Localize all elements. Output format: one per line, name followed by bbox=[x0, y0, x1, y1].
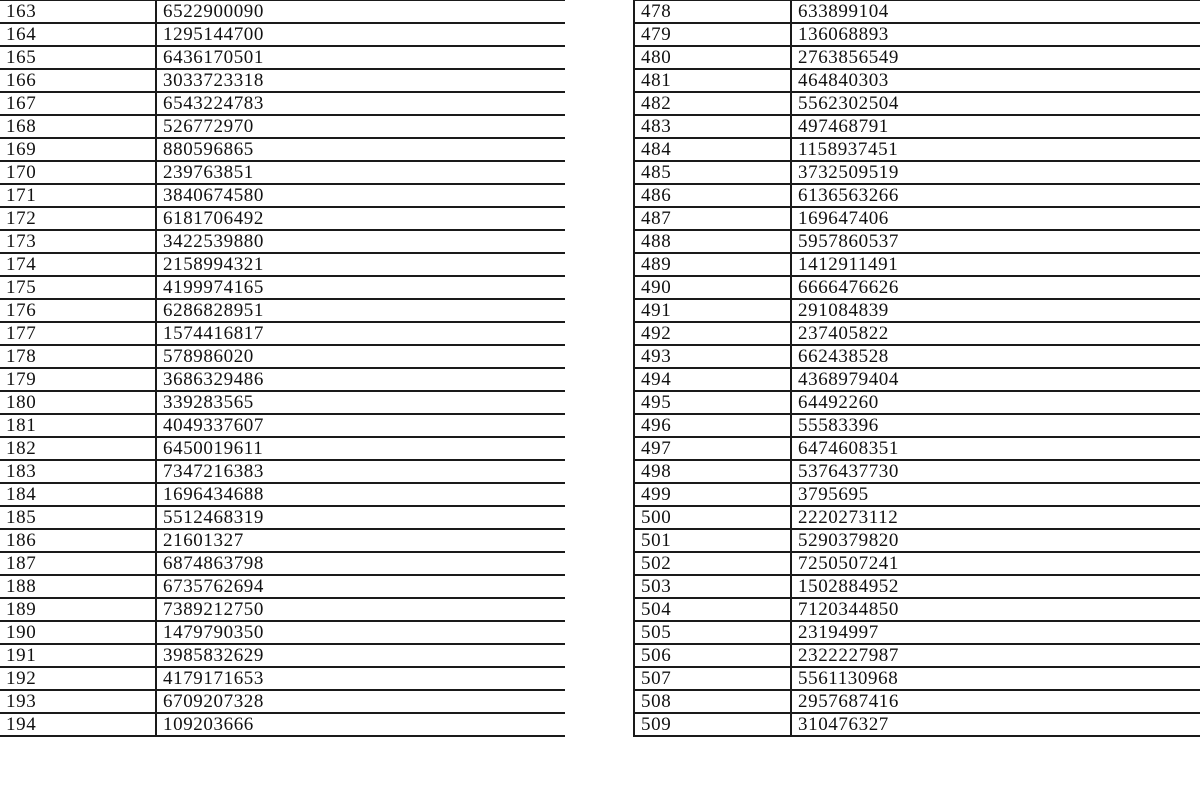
row-index-cell: 166 bbox=[0, 69, 156, 92]
table-row bbox=[0, 138, 566, 161]
row-index-cell: 483 bbox=[634, 115, 791, 138]
row-index-cell: 496 bbox=[634, 414, 791, 437]
table-row bbox=[634, 460, 1200, 483]
row-index-cell: 172 bbox=[0, 207, 156, 230]
table-row bbox=[634, 391, 1200, 414]
table-row bbox=[634, 552, 1200, 575]
table-row bbox=[0, 46, 566, 69]
table-row bbox=[0, 414, 566, 437]
row-index-cell: 175 bbox=[0, 276, 156, 299]
row-index-cell: 185 bbox=[0, 506, 156, 529]
row-index-cell: 184 bbox=[0, 483, 156, 506]
table-row bbox=[634, 414, 1200, 437]
row-index-cell: 191 bbox=[0, 644, 156, 667]
row-value-cell: 526772970 bbox=[156, 115, 566, 138]
row-value-cell: 3686329486 bbox=[156, 368, 566, 391]
row-index-cell: 495 bbox=[634, 391, 791, 414]
row-index-cell: 167 bbox=[0, 92, 156, 115]
table-row bbox=[634, 598, 1200, 621]
table-row bbox=[634, 207, 1200, 230]
row-value-cell: 4179171653 bbox=[156, 667, 566, 690]
table-row bbox=[0, 207, 566, 230]
table-row bbox=[634, 115, 1200, 138]
row-value-cell: 5290379820 bbox=[791, 529, 1200, 552]
row-value-cell: 310476327 bbox=[791, 713, 1200, 736]
table-row bbox=[0, 483, 566, 506]
row-value-cell: 5561130968 bbox=[791, 667, 1200, 690]
table-row bbox=[0, 713, 566, 736]
row-index-cell: 190 bbox=[0, 621, 156, 644]
row-value-cell: 1696434688 bbox=[156, 483, 566, 506]
table-row bbox=[0, 437, 566, 460]
table-row bbox=[634, 368, 1200, 391]
table-row bbox=[634, 299, 1200, 322]
table-row bbox=[0, 391, 566, 414]
row-index-cell: 497 bbox=[634, 437, 791, 460]
row-value-cell: 7389212750 bbox=[156, 598, 566, 621]
row-value-cell: 6874863798 bbox=[156, 552, 566, 575]
table-row bbox=[0, 529, 566, 552]
row-index-cell: 488 bbox=[634, 230, 791, 253]
table-row bbox=[0, 506, 566, 529]
row-value-cell: 880596865 bbox=[156, 138, 566, 161]
row-value-cell: 2322227987 bbox=[791, 644, 1200, 667]
row-index-cell: 489 bbox=[634, 253, 791, 276]
row-value-cell: 464840303 bbox=[791, 69, 1200, 92]
row-index-cell: 165 bbox=[0, 46, 156, 69]
table-row bbox=[0, 621, 566, 644]
row-value-cell: 5957860537 bbox=[791, 230, 1200, 253]
row-index-cell: 486 bbox=[634, 184, 791, 207]
table-row bbox=[0, 322, 566, 345]
table-row bbox=[0, 575, 566, 598]
row-index-cell: 478 bbox=[634, 0, 791, 23]
row-index-cell: 502 bbox=[634, 552, 791, 575]
table-row bbox=[0, 368, 566, 391]
table-body-right bbox=[634, 0, 1200, 736]
row-value-cell: 7120344850 bbox=[791, 598, 1200, 621]
table-row bbox=[634, 483, 1200, 506]
row-value-cell: 3732509519 bbox=[791, 161, 1200, 184]
table-row bbox=[0, 115, 566, 138]
table-row bbox=[0, 276, 566, 299]
row-value-cell: 6522900090 bbox=[156, 0, 566, 23]
table-row bbox=[634, 46, 1200, 69]
row-value-cell: 2763856549 bbox=[791, 46, 1200, 69]
row-index-cell: 508 bbox=[634, 690, 791, 713]
row-index-cell: 169 bbox=[0, 138, 156, 161]
table-row bbox=[0, 184, 566, 207]
row-value-cell: 497468791 bbox=[791, 115, 1200, 138]
row-value-cell: 1574416817 bbox=[156, 322, 566, 345]
row-index-cell: 168 bbox=[0, 115, 156, 138]
row-value-cell: 1158937451 bbox=[791, 138, 1200, 161]
row-index-cell: 491 bbox=[634, 299, 791, 322]
row-index-cell: 189 bbox=[0, 598, 156, 621]
row-value-cell: 6136563266 bbox=[791, 184, 1200, 207]
table-row bbox=[0, 92, 566, 115]
row-value-cell: 2158994321 bbox=[156, 253, 566, 276]
row-index-cell: 183 bbox=[0, 460, 156, 483]
table-row bbox=[634, 437, 1200, 460]
row-index-cell: 493 bbox=[634, 345, 791, 368]
table-row bbox=[634, 621, 1200, 644]
row-index-cell: 479 bbox=[634, 23, 791, 46]
row-value-cell: 5512468319 bbox=[156, 506, 566, 529]
row-value-cell: 3985832629 bbox=[156, 644, 566, 667]
table-row bbox=[634, 0, 1200, 23]
row-index-cell: 178 bbox=[0, 345, 156, 368]
table-row bbox=[634, 92, 1200, 115]
row-index-cell: 194 bbox=[0, 713, 156, 736]
row-index-cell: 494 bbox=[634, 368, 791, 391]
row-value-cell: 6543224783 bbox=[156, 92, 566, 115]
row-value-cell: 55583396 bbox=[791, 414, 1200, 437]
row-value-cell: 4049337607 bbox=[156, 414, 566, 437]
row-value-cell: 633899104 bbox=[791, 0, 1200, 23]
row-index-cell: 484 bbox=[634, 138, 791, 161]
row-index-cell: 487 bbox=[634, 207, 791, 230]
table-row bbox=[634, 667, 1200, 690]
row-value-cell: 6181706492 bbox=[156, 207, 566, 230]
row-value-cell: 4199974165 bbox=[156, 276, 566, 299]
table-row bbox=[0, 690, 566, 713]
table-row bbox=[0, 460, 566, 483]
row-value-cell: 6474608351 bbox=[791, 437, 1200, 460]
row-index-cell: 174 bbox=[0, 253, 156, 276]
row-value-cell: 7347216383 bbox=[156, 460, 566, 483]
row-value-cell: 3033723318 bbox=[156, 69, 566, 92]
row-value-cell: 2220273112 bbox=[791, 506, 1200, 529]
row-value-cell: 6735762694 bbox=[156, 575, 566, 598]
row-index-cell: 176 bbox=[0, 299, 156, 322]
row-index-cell: 506 bbox=[634, 644, 791, 667]
table-row bbox=[0, 69, 566, 92]
row-index-cell: 173 bbox=[0, 230, 156, 253]
row-value-cell: 6709207328 bbox=[156, 690, 566, 713]
row-index-cell: 180 bbox=[0, 391, 156, 414]
table-row bbox=[634, 345, 1200, 368]
table-row bbox=[634, 184, 1200, 207]
row-index-cell: 498 bbox=[634, 460, 791, 483]
row-index-cell: 490 bbox=[634, 276, 791, 299]
row-index-cell: 170 bbox=[0, 161, 156, 184]
row-value-cell: 2957687416 bbox=[791, 690, 1200, 713]
row-index-cell: 182 bbox=[0, 437, 156, 460]
row-value-cell: 1295144700 bbox=[156, 23, 566, 46]
table-row bbox=[634, 276, 1200, 299]
row-value-cell: 23194997 bbox=[791, 621, 1200, 644]
row-index-cell: 171 bbox=[0, 184, 156, 207]
row-value-cell: 7250507241 bbox=[791, 552, 1200, 575]
row-value-cell: 291084839 bbox=[791, 299, 1200, 322]
row-value-cell: 4368979404 bbox=[791, 368, 1200, 391]
table-row bbox=[634, 230, 1200, 253]
row-index-cell: 481 bbox=[634, 69, 791, 92]
row-index-cell: 188 bbox=[0, 575, 156, 598]
table-row bbox=[634, 506, 1200, 529]
row-value-cell: 136068893 bbox=[791, 23, 1200, 46]
table-row bbox=[0, 644, 566, 667]
table-row bbox=[634, 23, 1200, 46]
row-value-cell: 5562302504 bbox=[791, 92, 1200, 115]
row-index-cell: 179 bbox=[0, 368, 156, 391]
table-row bbox=[634, 161, 1200, 184]
row-value-cell: 109203666 bbox=[156, 713, 566, 736]
data-table-right bbox=[633, 0, 1200, 737]
table-row bbox=[634, 322, 1200, 345]
table-row bbox=[0, 230, 566, 253]
row-index-cell: 482 bbox=[634, 92, 791, 115]
table-row bbox=[0, 552, 566, 575]
table-row bbox=[634, 69, 1200, 92]
row-value-cell: 339283565 bbox=[156, 391, 566, 414]
table-row bbox=[0, 598, 566, 621]
table-row bbox=[634, 529, 1200, 552]
row-index-cell: 501 bbox=[634, 529, 791, 552]
table-row bbox=[634, 644, 1200, 667]
row-value-cell: 6286828951 bbox=[156, 299, 566, 322]
table-row bbox=[0, 23, 566, 46]
row-index-cell: 509 bbox=[634, 713, 791, 736]
row-value-cell: 169647406 bbox=[791, 207, 1200, 230]
row-value-cell: 1479790350 bbox=[156, 621, 566, 644]
data-table-left bbox=[0, 0, 567, 737]
row-value-cell: 3840674580 bbox=[156, 184, 566, 207]
table-row bbox=[0, 253, 566, 276]
row-value-cell: 5376437730 bbox=[791, 460, 1200, 483]
row-index-cell: 164 bbox=[0, 23, 156, 46]
table-row bbox=[0, 345, 566, 368]
row-value-cell: 64492260 bbox=[791, 391, 1200, 414]
row-value-cell: 1412911491 bbox=[791, 253, 1200, 276]
row-index-cell: 492 bbox=[634, 322, 791, 345]
row-value-cell: 3422539880 bbox=[156, 230, 566, 253]
row-value-cell: 6666476626 bbox=[791, 276, 1200, 299]
table-body-left bbox=[0, 0, 566, 736]
table-row bbox=[0, 667, 566, 690]
row-index-cell: 504 bbox=[634, 598, 791, 621]
table-row bbox=[634, 138, 1200, 161]
row-value-cell: 6450019611 bbox=[156, 437, 566, 460]
table-row bbox=[0, 0, 566, 23]
row-index-cell: 499 bbox=[634, 483, 791, 506]
column-gap bbox=[565, 0, 633, 800]
table-row bbox=[634, 713, 1200, 736]
row-index-cell: 193 bbox=[0, 690, 156, 713]
table-row bbox=[634, 690, 1200, 713]
table-row bbox=[634, 575, 1200, 598]
row-value-cell: 662438528 bbox=[791, 345, 1200, 368]
row-index-cell: 507 bbox=[634, 667, 791, 690]
row-index-cell: 177 bbox=[0, 322, 156, 345]
row-index-cell: 181 bbox=[0, 414, 156, 437]
row-value-cell: 3795695 bbox=[791, 483, 1200, 506]
table-row bbox=[634, 253, 1200, 276]
row-index-cell: 500 bbox=[634, 506, 791, 529]
row-index-cell: 505 bbox=[634, 621, 791, 644]
row-value-cell: 6436170501 bbox=[156, 46, 566, 69]
row-value-cell: 578986020 bbox=[156, 345, 566, 368]
row-value-cell: 21601327 bbox=[156, 529, 566, 552]
row-index-cell: 480 bbox=[634, 46, 791, 69]
row-index-cell: 187 bbox=[0, 552, 156, 575]
table-row bbox=[0, 161, 566, 184]
row-value-cell: 1502884952 bbox=[791, 575, 1200, 598]
row-value-cell: 239763851 bbox=[156, 161, 566, 184]
row-index-cell: 163 bbox=[0, 0, 156, 23]
row-index-cell: 192 bbox=[0, 667, 156, 690]
row-index-cell: 186 bbox=[0, 529, 156, 552]
table-row bbox=[0, 299, 566, 322]
row-value-cell: 237405822 bbox=[791, 322, 1200, 345]
row-index-cell: 485 bbox=[634, 161, 791, 184]
row-index-cell: 503 bbox=[634, 575, 791, 598]
